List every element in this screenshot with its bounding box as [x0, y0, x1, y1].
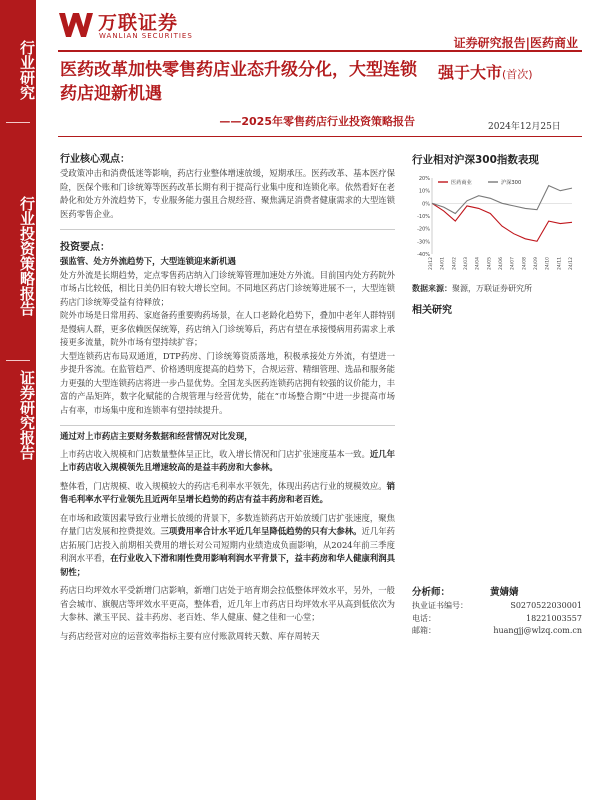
sidebar-label-strategy-report: 行业投资策略报告 [18, 196, 36, 316]
section-divider [60, 425, 395, 426]
core-views-heading: 行业核心观点： [60, 154, 130, 165]
report-type: 证券研究报告|医药商业 [453, 36, 578, 50]
investment-heading: 投资要点： [60, 242, 110, 253]
brand-name-en: WANLIAN SECURITIES [99, 32, 193, 40]
investment-lead: 强监管、处方外流趋势下，大型连锁迎来新机遇 [60, 256, 236, 266]
section-divider [60, 229, 395, 230]
core-views-text: 受政策冲击和消费低迷等影响，药店行业整体增速放缓，短期承压。医药改革、基本医疗保险，医保个账和门诊统筹等医药改革长期有利于提高行业集中度和连锁化率。依然看好在老龄化和处方外流趋势下，专业服务能力强且合规经营、聚焦满足消费者健康需求的大型连锁医药零售企业。 [60, 168, 395, 219]
y-tick-label: -10% [417, 214, 430, 220]
report-title: 医药改革加快零售药店业态升级分化，大型连锁药店迎新机遇 [60, 60, 417, 104]
x-tick-label: 24/11 [557, 257, 563, 270]
investment-paragraph: 大型连锁药店布局双通道，DTP药房、门诊统筹资质落地，积极承接处方外流，有望进一步提升客流。在监管趋严、价格透明度提高的趋势下，合规运营、精细管理、选品和服务能力更强的大型连锁药店将进一步凸显优势。全国龙头医药连锁药店拥有较强的议价能力，丰富的产品矩阵，数字化赋能的合规管理与经营优势，能在“市场整合期”中进一步提高市场占有率，市场集中度和连锁率有望持续提升。 [60, 350, 395, 415]
title-divider [58, 136, 582, 137]
x-tick-label: 24/09 [534, 257, 539, 270]
sidebar-divider [6, 122, 30, 123]
related-research-heading: 相关研究 [412, 305, 452, 316]
financial-heading: 通过对上市药店主要财务数据和经营情况对比发现， [60, 431, 253, 441]
financial-paragraph: 在市场和政策因素导致行业增长放缓的背景下，多数连锁药店开始放缓门店扩张速度，聚焦存量门店发展和控费提效。三项费用率合计水平近几年呈降低趋势的只有大参林。近几年药店拓展门店投入前期相关费用的增长对公司短期内业绩造成负面影响，从2024年前三季度利润水平看，在行业收入下滑和刚性费用影响利润水平背景下，益丰药房和华人健康利润具韧性； [60, 512, 395, 577]
x-tick-label: 24/02 [452, 257, 458, 270]
x-tick-label: 24/03 [464, 257, 469, 270]
series-line [432, 186, 572, 214]
legend-label: 沪深300 [501, 180, 522, 186]
report-subtitle: ——2025年零售药店行业投资策略报告 [219, 115, 415, 128]
chart-title: 行业相对沪深300指数表现 [412, 154, 539, 166]
financial-paragraph: 药店日均坪效水平受新增门店影响，新增门店处于培育期会拉低整体坪效水平，另外，一般省会城市、旗舰店等坪效水平更高，整体看，近几年上市药店日均坪效水平从高到低依次为大参林、漱玉平民、益丰药房、老百姓、华人健康、健之佳和一心堂； [60, 585, 395, 622]
x-tick-label: 23/12 [429, 257, 434, 270]
y-tick-label: -30% [417, 239, 430, 246]
x-tick-label: 24/07 [510, 257, 516, 270]
x-tick-label: 24/10 [545, 257, 551, 270]
report-date: 2024年12月25日 [488, 122, 561, 132]
analyst-email-row: 邮箱： huangjj@wlzq.com.cn [412, 626, 582, 635]
y-tick-label: 10% [418, 188, 430, 195]
analyst-license-row: 执业证书编号： S0270522030001 [412, 601, 582, 610]
x-tick-label: 24/04 [475, 257, 481, 270]
y-tick-label: 0% [422, 201, 430, 208]
legend-label: 医药商业 [451, 180, 472, 186]
y-tick-label: 20% [418, 176, 430, 182]
sidebar-divider [6, 360, 30, 361]
x-tick-label: 24/12 [569, 257, 574, 270]
x-tick-label: 24/05 [487, 257, 493, 270]
x-tick-label: 24/06 [499, 257, 504, 270]
wanlian-logo-icon [58, 10, 94, 40]
brand-logo [58, 10, 208, 40]
rating-value: 强于大市 [438, 63, 503, 82]
rating-note: (首次) [502, 68, 533, 81]
data-source: 数据来源：聚源，万联证券研究所 [412, 284, 532, 293]
analyst-name: 黄婧婧 [490, 587, 519, 598]
left-sidebar [0, 0, 36, 800]
analyst-name-row: 分析师： 黄婧婧 [412, 587, 519, 598]
rating [438, 60, 533, 83]
investment-paragraph: 处方外流是长期趋势，定点零售药店纳入门诊统筹管理加速处方外流。目前国内处方药院外市场占比较低，相比日美仍旧有较大增长空间。不同地区药店门诊统筹进展不一，大型连锁药店门诊统筹受益有待释放； [60, 269, 395, 307]
header-divider [58, 50, 582, 52]
y-tick-label: -20% [417, 226, 430, 233]
sidebar-label-securities-report: 证券研究报告 [18, 370, 36, 460]
analyst-info [412, 585, 582, 638]
sidebar-label-industry-research: 行业研究 [18, 40, 36, 100]
y-tick-label: -40% [417, 252, 430, 258]
financial-paragraph: 上市药店收入规模和门店数量整体呈正比，收入增长情况和门店扩张速度基本一致。近几年上市药店收入规模领先且增速较高的是益丰药房和大参林。 [60, 448, 395, 472]
x-tick-label: 24/08 [522, 257, 528, 270]
analyst-phone-row: 电话： 18221003557 [412, 613, 582, 623]
x-tick-label: 24/01 [440, 257, 446, 270]
financial-paragraph: 与药店经营对应的运营效率指标主要有应付账款周转天数、库存周转天 [60, 630, 320, 641]
main-content [60, 142, 395, 643]
financial-paragraph: 整体看，门店规模、收入规模较大的药店毛利率水平领先，体现出药店行业的规模效应。销售毛利率水平行业领先且近两年呈增长趋势的药店有益丰药房和老百姓。 [60, 480, 395, 504]
relative-performance-chart [408, 170, 576, 278]
series-line [432, 203, 572, 241]
investment-paragraph: 院外市场是日常用药、家庭备药重要购药场景，在人口老龄化趋势下，叠加中老年人群特别是慢病人群，更多依赖医保统筹，药店纳入门诊统筹后，药店有望在承接慢病用药需求上承接更多流量，院外市场有望持续扩容； [60, 310, 395, 347]
brand-name-cn: 万联证券 [98, 12, 179, 34]
